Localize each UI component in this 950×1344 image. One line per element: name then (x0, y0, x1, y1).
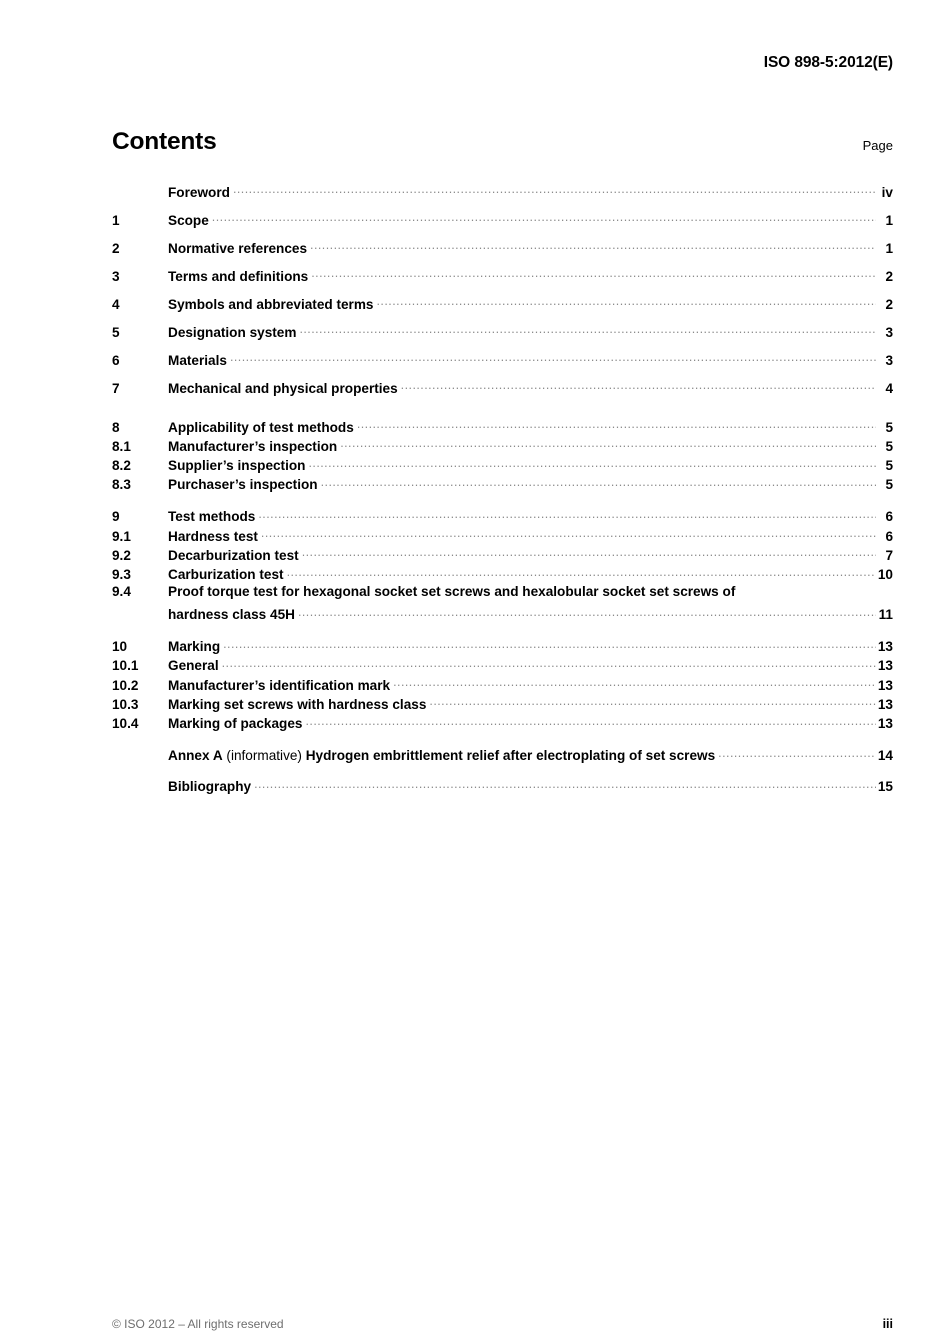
copyright-notice: © ISO 2012 – All rights reserved (112, 1317, 284, 1331)
toc-dot-leader (230, 351, 876, 365)
toc-entry-page-number: 1 (885, 212, 893, 228)
toc-entry-number: 8.1 (112, 438, 131, 454)
toc-entry-label: Decarburization test (168, 547, 299, 563)
toc-dot-leader (401, 379, 876, 393)
toc-dot-leader (299, 323, 876, 337)
toc-entry-number: 4 (112, 296, 120, 312)
toc-entry-page-number: 2 (885, 268, 893, 284)
toc-entry[interactable] (112, 527, 893, 546)
toc-entry[interactable] (112, 606, 893, 625)
toc-entry-page-number: 1 (885, 240, 893, 256)
toc-dot-leader (311, 267, 876, 281)
toc-entry-label: Supplier’s inspection (168, 457, 306, 473)
toc-entry-number: 8 (112, 419, 120, 435)
toc-entry-page-number: 6 (885, 509, 893, 525)
toc-entry-label (168, 749, 717, 763)
toc-dot-leader (212, 211, 876, 225)
toc-entry[interactable] (112, 565, 893, 584)
toc-entry-label: Terms and definitions (168, 268, 309, 284)
toc-entry-label: Scope (168, 212, 209, 228)
toc-entry-label: Proof torque test for hexagonal socket set screws and hexalobular socket set screws of (168, 583, 736, 599)
toc-dot-leader (305, 714, 876, 728)
toc-entry-page-number: 5 (885, 477, 893, 493)
toc-entry-number: 10.1 (112, 658, 139, 674)
toc-dot-leader (308, 456, 876, 470)
toc-entry-label: Foreword (168, 184, 230, 200)
toc-entry-label-continuation: hardness class 45H (168, 607, 295, 623)
toc-dot-leader (233, 183, 876, 197)
toc-entry-number: 10 (112, 639, 128, 655)
toc-entry-label: Mechanical and physical properties (168, 380, 398, 396)
toc-entry-number: 8.2 (112, 457, 131, 473)
toc-group-gap (112, 407, 893, 418)
toc-entry-page-number: 3 (885, 352, 893, 368)
toc-dot-leader (377, 295, 877, 309)
toc-entry-label: Normative references (168, 240, 308, 256)
toc-entry-number: 2 (112, 240, 120, 256)
toc-entry-page-number: 2 (885, 296, 893, 312)
toc-entry-label: Manufacturer’s identification mark (168, 677, 391, 693)
toc-dot-leader (222, 657, 876, 671)
toc-dot-leader (302, 546, 876, 560)
toc-entry-number: 9.4 (112, 583, 131, 599)
toc-entry[interactable] (112, 239, 893, 267)
toc-entry[interactable] (112, 379, 893, 407)
toc-entry-page-number: 13 (877, 658, 893, 674)
toc-entry-page-number: 5 (885, 438, 893, 454)
toc-entry-page-number: 13 (877, 716, 893, 732)
toc-entry-number: 3 (112, 268, 120, 284)
page-column-label: Page (862, 137, 893, 153)
toc-entry-number: 10.4 (112, 716, 139, 732)
toc-entry-label: Applicability of test methods (168, 419, 354, 435)
toc-entry[interactable] (112, 778, 893, 809)
annex-title: Hydrogen embrittlement relief after electroplating of set screws (305, 748, 716, 764)
table-of-contents (112, 183, 893, 809)
toc-entry-number: 10.3 (112, 696, 139, 712)
toc-entry-page-number: 6 (885, 528, 893, 544)
toc-entry-page-number: 5 (885, 457, 893, 473)
toc-entry-page-number: 11 (878, 607, 893, 623)
toc-entry[interactable] (112, 351, 893, 379)
toc-entry[interactable] (112, 456, 893, 475)
document-header-id: ISO 898-5:2012(E) (763, 54, 893, 71)
toc-entry-number: 5 (112, 324, 120, 340)
toc-entry[interactable] (112, 747, 893, 778)
toc-dot-leader (261, 527, 876, 541)
page-footer (112, 1304, 893, 1344)
toc-entry[interactable] (112, 714, 893, 733)
toc-entry-number: 9 (112, 509, 120, 525)
toc-entry[interactable] (112, 437, 893, 456)
toc-entry-page-number: 14 (877, 748, 893, 764)
toc-entry-label: Marking set screws with hardness class (168, 696, 427, 712)
toc-entry-label: Marking (168, 639, 221, 655)
toc-entry-page-number: 10 (877, 566, 893, 582)
toc-entry-number: 6 (112, 352, 120, 368)
toc-entry[interactable] (112, 585, 893, 606)
toc-entry-number: 1 (112, 212, 120, 228)
toc-entry[interactable] (112, 508, 893, 527)
toc-entry[interactable] (112, 418, 893, 437)
toc-entry-number: 10.2 (112, 677, 139, 693)
annex-qualifier: (informative) (222, 748, 306, 764)
toc-entry-page-number: 13 (877, 696, 893, 712)
toc-entry[interactable] (112, 695, 893, 714)
toc-entry-page-number: 3 (885, 324, 893, 340)
toc-dot-leader (429, 695, 876, 709)
toc-group-gap (112, 625, 893, 638)
toc-entry[interactable] (112, 267, 893, 295)
toc-entry-page-number: 5 (885, 419, 893, 435)
toc-dot-leader (287, 565, 876, 579)
toc-dot-leader (310, 239, 876, 253)
toc-entry-number: 7 (112, 380, 120, 396)
toc-entry[interactable] (112, 476, 893, 495)
toc-entry[interactable] (112, 546, 893, 565)
toc-group-gap (112, 734, 893, 747)
toc-entry-label: Manufacturer’s inspection (168, 438, 338, 454)
toc-entry-number: 8.3 (112, 477, 131, 493)
toc-entry-label: Designation system (168, 324, 297, 340)
toc-entry-page-number: iv (881, 184, 893, 200)
annex-label: Annex A (168, 748, 223, 764)
page-title: Contents (112, 128, 217, 155)
toc-dot-leader (718, 747, 876, 761)
toc-entry[interactable] (112, 323, 893, 351)
toc-entry-label: General (168, 658, 219, 674)
toc-group-gap (112, 495, 893, 508)
toc-entry-label: Bibliography (168, 779, 252, 795)
toc-entry-number: 9.2 (112, 547, 131, 563)
toc-entry[interactable] (112, 183, 893, 211)
toc-dot-leader (340, 437, 876, 451)
toc-entry[interactable] (112, 211, 893, 239)
toc-dot-leader (258, 508, 876, 522)
toc-dot-leader (254, 778, 876, 792)
toc-entry-label: Marking of packages (168, 716, 303, 732)
toc-entry-label: Purchaser’s inspection (168, 477, 318, 493)
toc-entry-label: Carburization test (168, 566, 284, 582)
toc-entry-number: 9.3 (112, 566, 131, 582)
toc-dot-leader (223, 638, 876, 652)
toc-entry-label: Materials (168, 352, 227, 368)
toc-dot-leader (357, 418, 876, 432)
toc-entry[interactable] (112, 676, 893, 695)
toc-entry-number: 9.1 (112, 528, 131, 544)
toc-entry-label: Test methods (168, 509, 256, 525)
toc-entry-page-number: 13 (877, 639, 893, 655)
toc-dot-leader (393, 676, 876, 690)
folio-page-number: iii (882, 1317, 893, 1331)
toc-entry[interactable] (112, 657, 893, 676)
toc-entry-page-number: 13 (877, 677, 893, 693)
toc-entry[interactable] (112, 295, 893, 323)
toc-dot-leader (298, 606, 876, 620)
toc-dot-leader (321, 476, 876, 490)
toc-entry-label: Hardness test (168, 528, 258, 544)
toc-entry-page-number: 7 (885, 547, 893, 563)
toc-entry-page-number: 4 (885, 380, 893, 396)
toc-entry-label: Symbols and abbreviated terms (168, 296, 374, 312)
contents-heading-block (112, 130, 893, 155)
toc-entry-page-number: 15 (877, 779, 893, 795)
toc-entry[interactable] (112, 638, 893, 657)
